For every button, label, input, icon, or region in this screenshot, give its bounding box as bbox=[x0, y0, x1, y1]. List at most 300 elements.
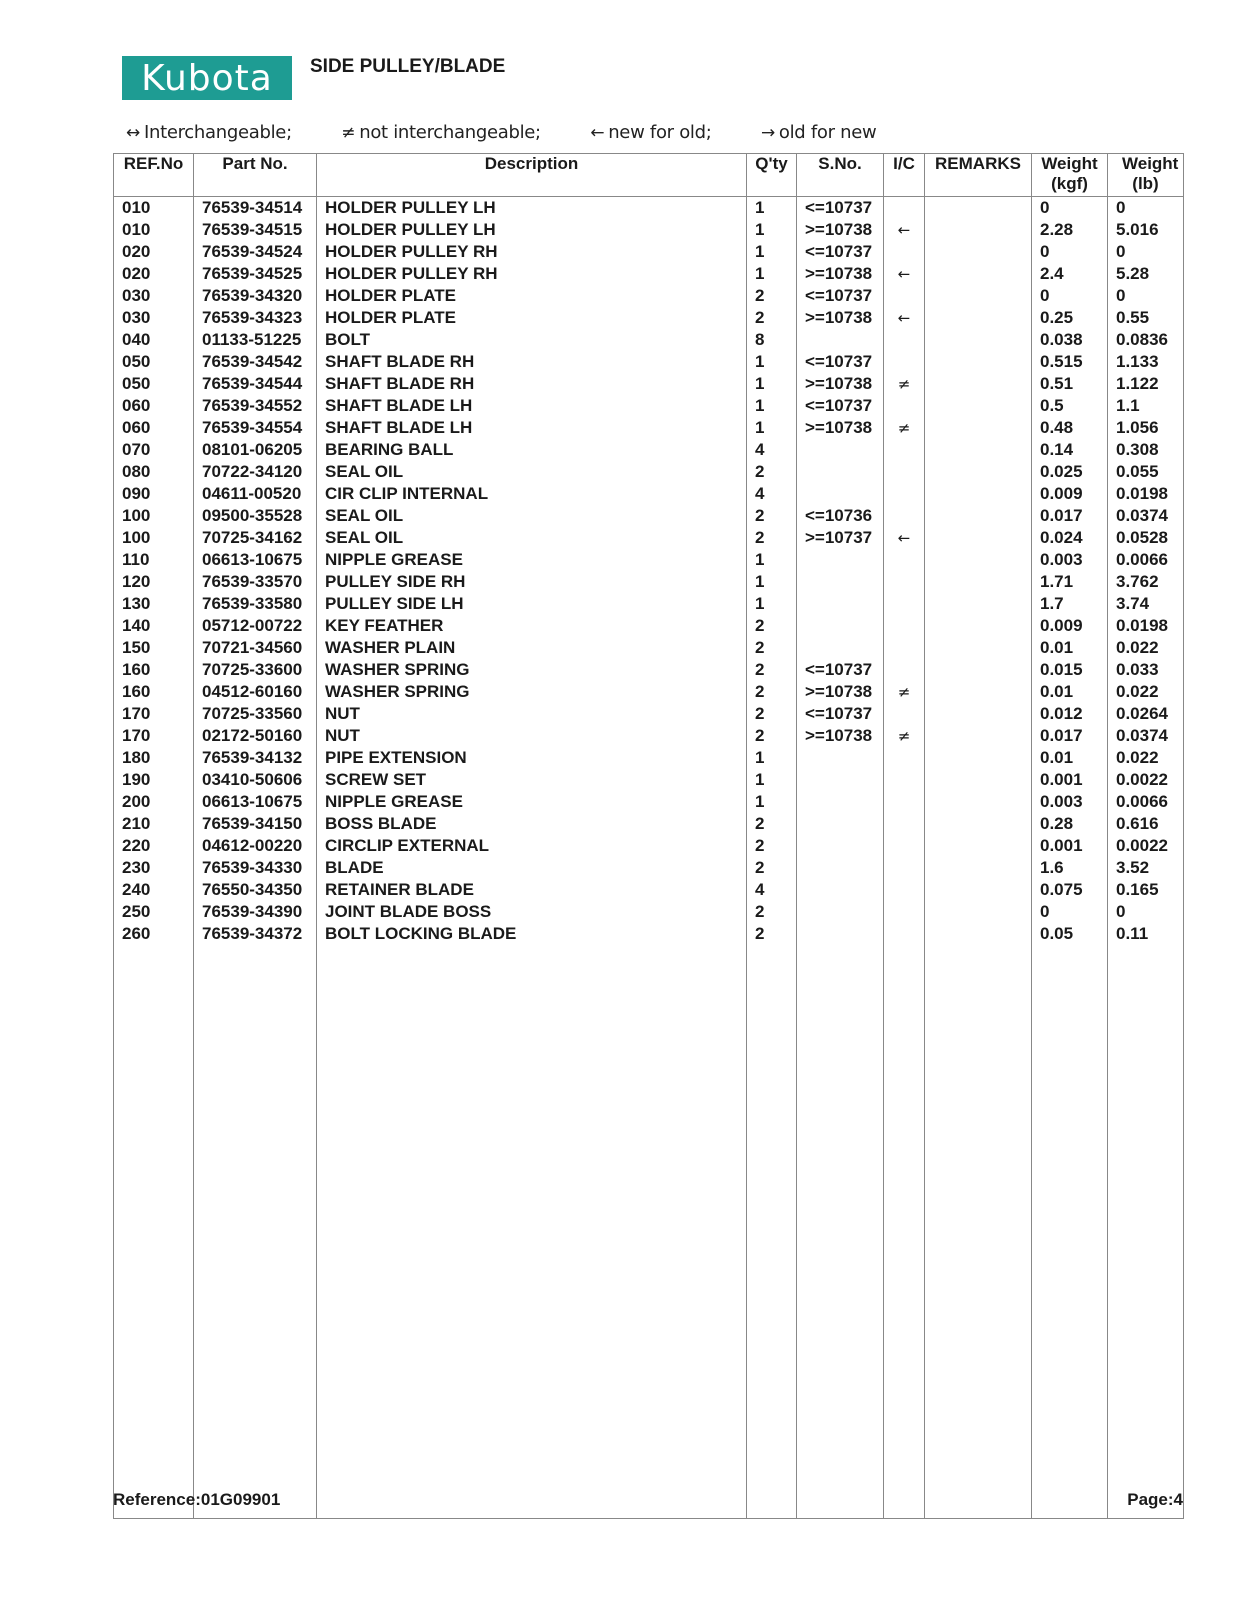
cell-serial-no: <=10737 bbox=[797, 241, 884, 263]
table-row bbox=[114, 615, 1184, 637]
cell-description: HOLDER PULLEY LH bbox=[317, 197, 747, 220]
cell-weight-kgf: 0.024 bbox=[1032, 527, 1108, 549]
cell-remarks bbox=[925, 505, 1032, 527]
cell-weight-lb: 0.0198 bbox=[1108, 483, 1184, 505]
cell-description: SHAFT BLADE RH bbox=[317, 351, 747, 373]
cell-quantity: 2 bbox=[747, 527, 797, 549]
table-row bbox=[114, 549, 1184, 571]
table-row bbox=[114, 879, 1184, 901]
left-arrow-icon: ← bbox=[590, 123, 605, 143]
cell-description: CIR CLIP INTERNAL bbox=[317, 483, 747, 505]
cell-ref-no: 180 bbox=[114, 747, 194, 769]
cell-serial-no bbox=[797, 615, 884, 637]
table-row bbox=[114, 373, 1184, 395]
cell-weight-lb: 0.0374 bbox=[1108, 505, 1184, 527]
cell-serial-no bbox=[797, 923, 884, 945]
cell-serial-no: <=10736 bbox=[797, 505, 884, 527]
cell-serial-no: >=10738 bbox=[797, 417, 884, 439]
cell-quantity: 1 bbox=[747, 571, 797, 593]
cell-serial-no: >=10738 bbox=[797, 307, 884, 329]
cell-weight-lb: 0.0374 bbox=[1108, 725, 1184, 747]
cell-weight-lb: 0.308 bbox=[1108, 439, 1184, 461]
cell-ic bbox=[884, 659, 925, 681]
cell-part-no: 70722-34120 bbox=[194, 461, 317, 483]
cell-description: WASHER SPRING bbox=[317, 681, 747, 703]
cell-weight-kgf: 0 bbox=[1032, 241, 1108, 263]
table-row bbox=[114, 659, 1184, 681]
header-ic: I/C bbox=[884, 154, 925, 197]
cell-weight-kgf: 0.017 bbox=[1032, 505, 1108, 527]
cell-ref-no: 010 bbox=[114, 219, 194, 241]
cell-quantity: 1 bbox=[747, 263, 797, 285]
kubota-logo: Kubota bbox=[122, 56, 292, 100]
cell-description: WASHER PLAIN bbox=[317, 637, 747, 659]
cell-serial-no: <=10737 bbox=[797, 285, 884, 307]
cell-remarks bbox=[925, 593, 1032, 615]
cell-remarks bbox=[925, 615, 1032, 637]
cell-ref-no: 030 bbox=[114, 285, 194, 307]
cell-remarks bbox=[925, 395, 1032, 417]
cell-ic bbox=[884, 285, 925, 307]
cell-serial-no: <=10737 bbox=[797, 659, 884, 681]
cell-remarks bbox=[925, 219, 1032, 241]
table-row bbox=[114, 571, 1184, 593]
cell-part-no: 76539-34390 bbox=[194, 901, 317, 923]
cell-weight-lb: 0.11 bbox=[1108, 923, 1184, 945]
cell-remarks bbox=[925, 791, 1032, 813]
cell-ref-no: 080 bbox=[114, 461, 194, 483]
cell-serial-no: >=10738 bbox=[797, 219, 884, 241]
cell-ref-no: 150 bbox=[114, 637, 194, 659]
cell-serial-no: >=10738 bbox=[797, 725, 884, 747]
cell-weight-lb: 1.122 bbox=[1108, 373, 1184, 395]
cell-remarks bbox=[925, 835, 1032, 857]
cell-weight-lb: 1.1 bbox=[1108, 395, 1184, 417]
cell-weight-kgf: 0.001 bbox=[1032, 769, 1108, 791]
cell-description: NIPPLE GREASE bbox=[317, 791, 747, 813]
right-arrow-icon: → bbox=[760, 123, 775, 143]
cell-serial-no bbox=[797, 747, 884, 769]
cell-serial-no bbox=[797, 439, 884, 461]
cell-ref-no: 060 bbox=[114, 417, 194, 439]
table-row bbox=[114, 329, 1184, 351]
table-row bbox=[114, 527, 1184, 549]
cell-ic bbox=[884, 461, 925, 483]
cell-description: HOLDER PULLEY RH bbox=[317, 241, 747, 263]
cell-remarks bbox=[925, 703, 1032, 725]
cell-ref-no: 160 bbox=[114, 659, 194, 681]
cell-weight-lb: 0.055 bbox=[1108, 461, 1184, 483]
cell-ref-no: 020 bbox=[114, 241, 194, 263]
cell-serial-no bbox=[797, 593, 884, 615]
cell-weight-lb: 0.165 bbox=[1108, 879, 1184, 901]
table-row bbox=[114, 769, 1184, 791]
cell-ref-no: 160 bbox=[114, 681, 194, 703]
cell-ic bbox=[884, 857, 925, 879]
cell-part-no: 76539-34524 bbox=[194, 241, 317, 263]
cell-remarks bbox=[925, 879, 1032, 901]
cell-weight-kgf: 0.51 bbox=[1032, 373, 1108, 395]
table-row bbox=[114, 857, 1184, 879]
cell-serial-no: >=10738 bbox=[797, 681, 884, 703]
header-weight-lb: Weight (lb) bbox=[1108, 154, 1184, 197]
cell-weight-lb: 1.133 bbox=[1108, 351, 1184, 373]
cell-ic bbox=[884, 923, 925, 945]
cell-ic bbox=[884, 901, 925, 923]
table-row bbox=[114, 197, 1184, 220]
cell-description: HOLDER PLATE bbox=[317, 307, 747, 329]
table-row bbox=[114, 725, 1184, 747]
table-row bbox=[114, 219, 1184, 241]
header-remarks: REMARKS bbox=[925, 154, 1032, 197]
cell-serial-no: >=10738 bbox=[797, 263, 884, 285]
cell-ic: ≠ bbox=[884, 725, 925, 747]
cell-description: PULLEY SIDE RH bbox=[317, 571, 747, 593]
cell-ic: ← bbox=[884, 307, 925, 329]
cell-weight-lb: 0 bbox=[1108, 901, 1184, 923]
cell-description: KEY FEATHER bbox=[317, 615, 747, 637]
cell-serial-no bbox=[797, 901, 884, 923]
table-row bbox=[114, 637, 1184, 659]
cell-part-no: 76539-34544 bbox=[194, 373, 317, 395]
cell-remarks bbox=[925, 483, 1032, 505]
cell-remarks bbox=[925, 461, 1032, 483]
cell-weight-lb: 0.022 bbox=[1108, 637, 1184, 659]
cell-weight-kgf: 0.515 bbox=[1032, 351, 1108, 373]
cell-part-no: 06613-10675 bbox=[194, 549, 317, 571]
cell-remarks bbox=[925, 241, 1032, 263]
cell-part-no: 76539-34330 bbox=[194, 857, 317, 879]
cell-ref-no: 210 bbox=[114, 813, 194, 835]
cell-ic bbox=[884, 879, 925, 901]
table-row bbox=[114, 791, 1184, 813]
cell-part-no: 70725-33600 bbox=[194, 659, 317, 681]
cell-quantity: 1 bbox=[747, 549, 797, 571]
cell-quantity: 1 bbox=[747, 593, 797, 615]
cell-ic bbox=[884, 439, 925, 461]
cell-ic: ≠ bbox=[884, 681, 925, 703]
cell-weight-lb: 0.022 bbox=[1108, 681, 1184, 703]
cell-ic bbox=[884, 813, 925, 835]
cell-part-no: 04611-00520 bbox=[194, 483, 317, 505]
table-row bbox=[114, 747, 1184, 769]
legend-label: Interchangeable; bbox=[143, 122, 292, 143]
cell-weight-kgf: 2.4 bbox=[1032, 263, 1108, 285]
cell-ref-no: 170 bbox=[114, 703, 194, 725]
cell-description: NUT bbox=[317, 703, 747, 725]
cell-description: SEAL OIL bbox=[317, 461, 747, 483]
cell-weight-kgf: 0.25 bbox=[1032, 307, 1108, 329]
cell-ic bbox=[884, 505, 925, 527]
cell-weight-kgf: 0.001 bbox=[1032, 835, 1108, 857]
cell-quantity: 1 bbox=[747, 769, 797, 791]
cell-part-no: 76539-34320 bbox=[194, 285, 317, 307]
cell-quantity: 8 bbox=[747, 329, 797, 351]
cell-quantity: 2 bbox=[747, 835, 797, 857]
cell-part-no: 76539-34150 bbox=[194, 813, 317, 835]
cell-part-no: 04512-60160 bbox=[194, 681, 317, 703]
cell-part-no: 08101-06205 bbox=[194, 439, 317, 461]
cell-weight-lb: 0.616 bbox=[1108, 813, 1184, 835]
table-row bbox=[114, 351, 1184, 373]
cell-quantity: 2 bbox=[747, 681, 797, 703]
cell-remarks bbox=[925, 417, 1032, 439]
table-row bbox=[114, 307, 1184, 329]
cell-ic bbox=[884, 747, 925, 769]
cell-description: BEARING BALL bbox=[317, 439, 747, 461]
cell-part-no: 76539-34514 bbox=[194, 197, 317, 220]
cell-ic bbox=[884, 791, 925, 813]
cell-weight-kgf: 0.5 bbox=[1032, 395, 1108, 417]
cell-quantity: 1 bbox=[747, 747, 797, 769]
cell-quantity: 1 bbox=[747, 197, 797, 220]
cell-part-no: 76539-34132 bbox=[194, 747, 317, 769]
cell-ic bbox=[884, 571, 925, 593]
cell-ic bbox=[884, 329, 925, 351]
cell-ref-no: 090 bbox=[114, 483, 194, 505]
cell-serial-no bbox=[797, 879, 884, 901]
cell-description: WASHER SPRING bbox=[317, 659, 747, 681]
table-row bbox=[114, 901, 1184, 923]
cell-remarks bbox=[925, 659, 1032, 681]
cell-description: HOLDER PLATE bbox=[317, 285, 747, 307]
table-row bbox=[114, 703, 1184, 725]
cell-weight-kgf: 0.038 bbox=[1032, 329, 1108, 351]
cell-ic bbox=[884, 351, 925, 373]
table-row bbox=[114, 241, 1184, 263]
legend bbox=[126, 122, 920, 143]
cell-serial-no bbox=[797, 329, 884, 351]
empty-cell bbox=[925, 945, 1032, 1519]
cell-weight-lb: 3.74 bbox=[1108, 593, 1184, 615]
cell-remarks bbox=[925, 373, 1032, 395]
cell-part-no: 70721-34560 bbox=[194, 637, 317, 659]
cell-remarks bbox=[925, 263, 1032, 285]
cell-quantity: 4 bbox=[747, 879, 797, 901]
cell-description: SEAL OIL bbox=[317, 527, 747, 549]
cell-serial-no bbox=[797, 813, 884, 835]
cell-description: RETAINER BLADE bbox=[317, 879, 747, 901]
cell-quantity: 2 bbox=[747, 703, 797, 725]
cell-ic bbox=[884, 549, 925, 571]
cell-quantity: 2 bbox=[747, 901, 797, 923]
cell-ref-no: 220 bbox=[114, 835, 194, 857]
cell-part-no: 70725-34162 bbox=[194, 527, 317, 549]
cell-quantity: 2 bbox=[747, 725, 797, 747]
cell-ic bbox=[884, 241, 925, 263]
table-row bbox=[114, 813, 1184, 835]
not-equal-icon: ≠ bbox=[341, 123, 356, 143]
header-part-no: Part No. bbox=[194, 154, 317, 197]
cell-weight-lb: 0.0198 bbox=[1108, 615, 1184, 637]
cell-quantity: 2 bbox=[747, 923, 797, 945]
cell-serial-no bbox=[797, 461, 884, 483]
cell-weight-kgf: 0.28 bbox=[1032, 813, 1108, 835]
cell-ref-no: 200 bbox=[114, 791, 194, 813]
cell-description: PIPE EXTENSION bbox=[317, 747, 747, 769]
cell-serial-no: <=10737 bbox=[797, 703, 884, 725]
table-filler-row bbox=[114, 945, 1184, 1519]
header-weight-kgf: Weight (kgf) bbox=[1032, 154, 1108, 197]
cell-remarks bbox=[925, 571, 1032, 593]
cell-ref-no: 260 bbox=[114, 923, 194, 945]
cell-description: HOLDER PULLEY RH bbox=[317, 263, 747, 285]
cell-description: BOLT bbox=[317, 329, 747, 351]
cell-ref-no: 010 bbox=[114, 197, 194, 220]
table-row bbox=[114, 593, 1184, 615]
cell-part-no: 04612-00220 bbox=[194, 835, 317, 857]
cell-part-no: 76539-34554 bbox=[194, 417, 317, 439]
cell-quantity: 1 bbox=[747, 791, 797, 813]
cell-description: NUT bbox=[317, 725, 747, 747]
cell-remarks bbox=[925, 197, 1032, 220]
cell-weight-lb: 0.0836 bbox=[1108, 329, 1184, 351]
cell-description: NIPPLE GREASE bbox=[317, 549, 747, 571]
cell-weight-lb: 1.056 bbox=[1108, 417, 1184, 439]
table-row bbox=[114, 835, 1184, 857]
table-row bbox=[114, 681, 1184, 703]
cell-quantity: 4 bbox=[747, 483, 797, 505]
cell-ref-no: 140 bbox=[114, 615, 194, 637]
cell-quantity: 4 bbox=[747, 439, 797, 461]
cell-ic bbox=[884, 835, 925, 857]
cell-remarks bbox=[925, 769, 1032, 791]
legend-old-for-new bbox=[761, 122, 899, 143]
table-row bbox=[114, 285, 1184, 307]
cell-weight-lb: 0.033 bbox=[1108, 659, 1184, 681]
cell-weight-lb: 0 bbox=[1108, 197, 1184, 220]
cell-quantity: 1 bbox=[747, 241, 797, 263]
cell-quantity: 2 bbox=[747, 659, 797, 681]
cell-description: BOSS BLADE bbox=[317, 813, 747, 835]
cell-description: PULLEY SIDE LH bbox=[317, 593, 747, 615]
cell-part-no: 76539-34542 bbox=[194, 351, 317, 373]
page-title: SIDE PULLEY/BLADE bbox=[310, 56, 506, 77]
cell-weight-kgf: 2.28 bbox=[1032, 219, 1108, 241]
table-row bbox=[114, 439, 1184, 461]
cell-ic bbox=[884, 197, 925, 220]
cell-ref-no: 170 bbox=[114, 725, 194, 747]
cell-ic bbox=[884, 483, 925, 505]
empty-cell bbox=[884, 945, 925, 1519]
cell-ref-no: 030 bbox=[114, 307, 194, 329]
cell-weight-lb: 3.762 bbox=[1108, 571, 1184, 593]
legend-label: new for old; bbox=[608, 122, 712, 143]
cell-ic: ≠ bbox=[884, 417, 925, 439]
cell-part-no: 76550-34350 bbox=[194, 879, 317, 901]
cell-remarks bbox=[925, 857, 1032, 879]
cell-ref-no: 070 bbox=[114, 439, 194, 461]
legend-interchangeable bbox=[126, 122, 314, 143]
cell-weight-kgf: 0.025 bbox=[1032, 461, 1108, 483]
cell-weight-lb: 0.022 bbox=[1108, 747, 1184, 769]
cell-weight-kgf: 0.003 bbox=[1032, 791, 1108, 813]
cell-weight-lb: 0 bbox=[1108, 285, 1184, 307]
cell-weight-kgf: 0.009 bbox=[1032, 483, 1108, 505]
cell-ref-no: 060 bbox=[114, 395, 194, 417]
cell-part-no: 06613-10675 bbox=[194, 791, 317, 813]
cell-weight-lb: 5.016 bbox=[1108, 219, 1184, 241]
cell-weight-lb: 0.0528 bbox=[1108, 527, 1184, 549]
table-row bbox=[114, 483, 1184, 505]
table-header-row bbox=[114, 154, 1184, 197]
cell-description: BOLT LOCKING BLADE bbox=[317, 923, 747, 945]
cell-serial-no bbox=[797, 483, 884, 505]
cell-quantity: 1 bbox=[747, 219, 797, 241]
cell-remarks bbox=[925, 681, 1032, 703]
legend-not-interchangeable bbox=[341, 122, 563, 143]
cell-description: SHAFT BLADE RH bbox=[317, 373, 747, 395]
legend-label: not interchangeable; bbox=[359, 122, 541, 143]
cell-weight-kgf: 0 bbox=[1032, 285, 1108, 307]
cell-weight-lb: 0.0264 bbox=[1108, 703, 1184, 725]
cell-serial-no bbox=[797, 857, 884, 879]
cell-weight-kgf: 0.075 bbox=[1032, 879, 1108, 901]
cell-weight-kgf: 1.7 bbox=[1032, 593, 1108, 615]
cell-remarks bbox=[925, 307, 1032, 329]
cell-ref-no: 100 bbox=[114, 505, 194, 527]
cell-ref-no: 110 bbox=[114, 549, 194, 571]
empty-cell bbox=[317, 945, 747, 1519]
cell-part-no: 76539-33580 bbox=[194, 593, 317, 615]
cell-ref-no: 230 bbox=[114, 857, 194, 879]
cell-weight-kgf: 1.71 bbox=[1032, 571, 1108, 593]
cell-remarks bbox=[925, 329, 1032, 351]
cell-quantity: 1 bbox=[747, 395, 797, 417]
cell-weight-kgf: 0.01 bbox=[1032, 747, 1108, 769]
cell-weight-kgf: 0.14 bbox=[1032, 439, 1108, 461]
cell-description: SCREW SET bbox=[317, 769, 747, 791]
cell-weight-lb: 3.52 bbox=[1108, 857, 1184, 879]
cell-remarks bbox=[925, 637, 1032, 659]
cell-quantity: 2 bbox=[747, 461, 797, 483]
empty-cell bbox=[114, 945, 194, 1519]
cell-ref-no: 050 bbox=[114, 351, 194, 373]
cell-serial-no: <=10737 bbox=[797, 395, 884, 417]
cell-part-no: 76539-34515 bbox=[194, 219, 317, 241]
cell-ref-no: 250 bbox=[114, 901, 194, 923]
header-serial-no: S.No. bbox=[797, 154, 884, 197]
cell-part-no: 76539-34525 bbox=[194, 263, 317, 285]
empty-cell bbox=[797, 945, 884, 1519]
cell-weight-kgf: 0 bbox=[1032, 901, 1108, 923]
cell-quantity: 2 bbox=[747, 857, 797, 879]
cell-remarks bbox=[925, 439, 1032, 461]
cell-part-no: 76539-33570 bbox=[194, 571, 317, 593]
cell-weight-kgf: 0.015 bbox=[1032, 659, 1108, 681]
cell-remarks bbox=[925, 351, 1032, 373]
cell-ref-no: 020 bbox=[114, 263, 194, 285]
cell-ref-no: 190 bbox=[114, 769, 194, 791]
cell-part-no: 70725-33560 bbox=[194, 703, 317, 725]
cell-quantity: 2 bbox=[747, 813, 797, 835]
cell-part-no: 01133-51225 bbox=[194, 329, 317, 351]
cell-ref-no: 120 bbox=[114, 571, 194, 593]
cell-weight-kgf: 0.009 bbox=[1032, 615, 1108, 637]
table-row bbox=[114, 461, 1184, 483]
interchangeable-arrow-icon: ↔ bbox=[126, 123, 140, 143]
cell-ic: ≠ bbox=[884, 373, 925, 395]
cell-description: SEAL OIL bbox=[317, 505, 747, 527]
empty-cell bbox=[1108, 945, 1184, 1519]
cell-remarks bbox=[925, 747, 1032, 769]
cell-part-no: 09500-35528 bbox=[194, 505, 317, 527]
cell-weight-kgf: 0.01 bbox=[1032, 637, 1108, 659]
header-description: Description bbox=[317, 154, 747, 197]
cell-weight-lb: 0 bbox=[1108, 241, 1184, 263]
cell-ref-no: 130 bbox=[114, 593, 194, 615]
page-number: Page:4 bbox=[1127, 1490, 1183, 1509]
